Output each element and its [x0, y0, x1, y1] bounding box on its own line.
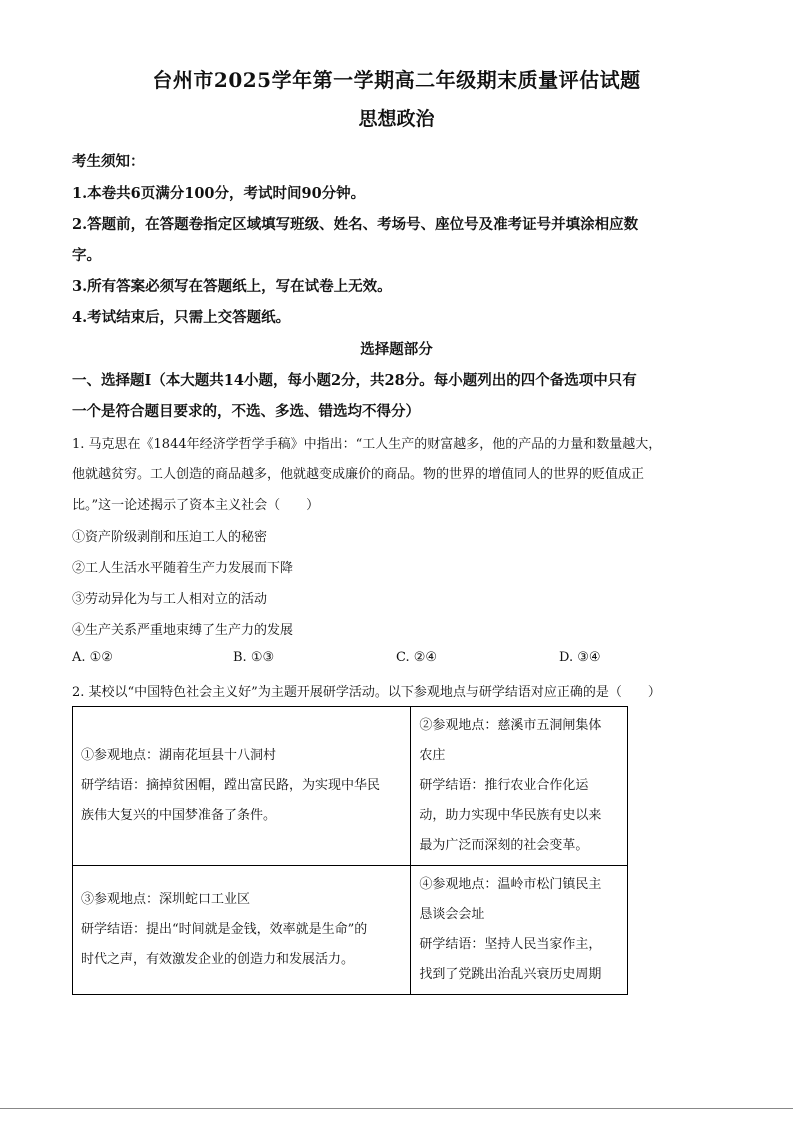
- q1-option-d: D. ③④: [559, 650, 601, 665]
- notice-item-1: 1.本卷共6页满分100分，考试时间90分钟。: [72, 185, 366, 202]
- table-row: [73, 866, 628, 995]
- page-bottom-divider: [0, 1108, 793, 1109]
- notice-item-2-cont: 字。: [72, 247, 101, 264]
- section-instruction-2: 一个是符合题目要求的，不选、多选、错选均不得分）: [72, 403, 420, 420]
- notice-heading: 考生须知：: [72, 153, 145, 170]
- q2-cell-2-line-2: 农庄: [419, 748, 446, 763]
- notice-item-3: 3.所有答案必须写在答题纸上，写在试卷上无效。: [72, 278, 392, 295]
- q2-cell-4-line-2: 恳谈会会址: [419, 907, 485, 922]
- exam-title: 台州市2025学年第一学期高二年级期末质量评估试题: [152, 68, 641, 92]
- q2-cell-1: [73, 707, 411, 866]
- q2-cell-1-line-1: ①参观地点：湖南花垣县十八洞村: [81, 748, 277, 763]
- q2-stem: 2. 某校以“中国特色社会主义好”为主题开展研学活动。以下参观地点与研学结语对应正确的是（ ）: [72, 685, 661, 700]
- q1-stem-line-2: 他就越贫穷。工人创造的商品越多，他就越变成廉价的商品。物的世界的增值同人的世界的贬值成正: [72, 467, 645, 482]
- table-row: [73, 707, 628, 866]
- notice-item-4: 4.考试结束后，只需上交答题纸。: [72, 309, 291, 326]
- q1-stem-line-1: 1. 马克思在《1844年经济学哲学手稿》中指出：“工人生产的财富越多，他的产品的力量和数量越大，: [72, 437, 662, 452]
- section-title: 选择题部分: [360, 341, 433, 358]
- q2-cell-2: [411, 707, 628, 866]
- notice-item-2: 2.答题前，在答题卷指定区域填写班级、姓名、考场号、座位号及准考证号并填涂相应数: [72, 216, 639, 233]
- q1-option-a: A. ①②: [72, 650, 113, 665]
- q1-option-c: C. ②④: [396, 650, 438, 665]
- q2-cell-2-line-4: 动，助力实现中华民族有史以来: [419, 808, 602, 823]
- q2-table: [72, 706, 628, 995]
- q1-statement-3: ③劳动异化为与工人相对立的活动: [72, 592, 268, 607]
- q2-cell-3: [73, 866, 411, 995]
- q2-cell-2-line-3: 研学结语：推行农业合作化运: [419, 778, 589, 793]
- q1-stem-line-3: 比。”这一论述揭示了资本主义社会（ ）: [72, 498, 320, 513]
- q2-cell-2-line-1: ②参观地点：慈溪市五洞闸集体: [419, 718, 602, 733]
- q1-statement-4: ④生产关系严重地束缚了生产力的发展: [72, 623, 294, 638]
- q1-statement-2: ②工人生活水平随着生产力发展而下降: [72, 561, 294, 576]
- q2-cell-1-line-2: 研学结语：摘掉贫困帽，蹚出富民路，为实现中华民: [81, 778, 381, 793]
- q2-cell-3-line-2: 研学结语：提出“时间就是金钱，效率就是生命”的: [81, 922, 368, 937]
- q2-cell-1-line-3: 族伟大复兴的中国梦准备了条件。: [81, 808, 277, 823]
- q2-cell-4-line-3: 研学结语：坚持人民当家作主，: [419, 937, 602, 952]
- q2-cell-4-line-1: ④参观地点：温岭市松门镇民主: [419, 877, 602, 892]
- exam-subject: 思想政治: [358, 108, 435, 130]
- section-instruction-1: 一、选择题Ⅰ（本大题共14小题，每小题2分，共28分。每小题列出的四个备选项中只有: [72, 372, 637, 389]
- q2-cell-4: [411, 866, 628, 995]
- q2-cell-4-line-4: 找到了党跳出治乱兴衰历史周期: [419, 967, 602, 982]
- q2-cell-2-line-5: 最为广泛而深刻的社会变革。: [419, 838, 589, 853]
- q1-option-b: B. ①③: [233, 650, 275, 665]
- q1-statement-1: ①资产阶级剥削和压迫工人的秘密: [72, 530, 268, 545]
- q2-cell-3-line-3: 时代之声，有效激发企业的创造力和发展活力。: [81, 952, 355, 967]
- q2-cell-3-line-1: ③参观地点：深圳蛇口工业区: [81, 892, 251, 907]
